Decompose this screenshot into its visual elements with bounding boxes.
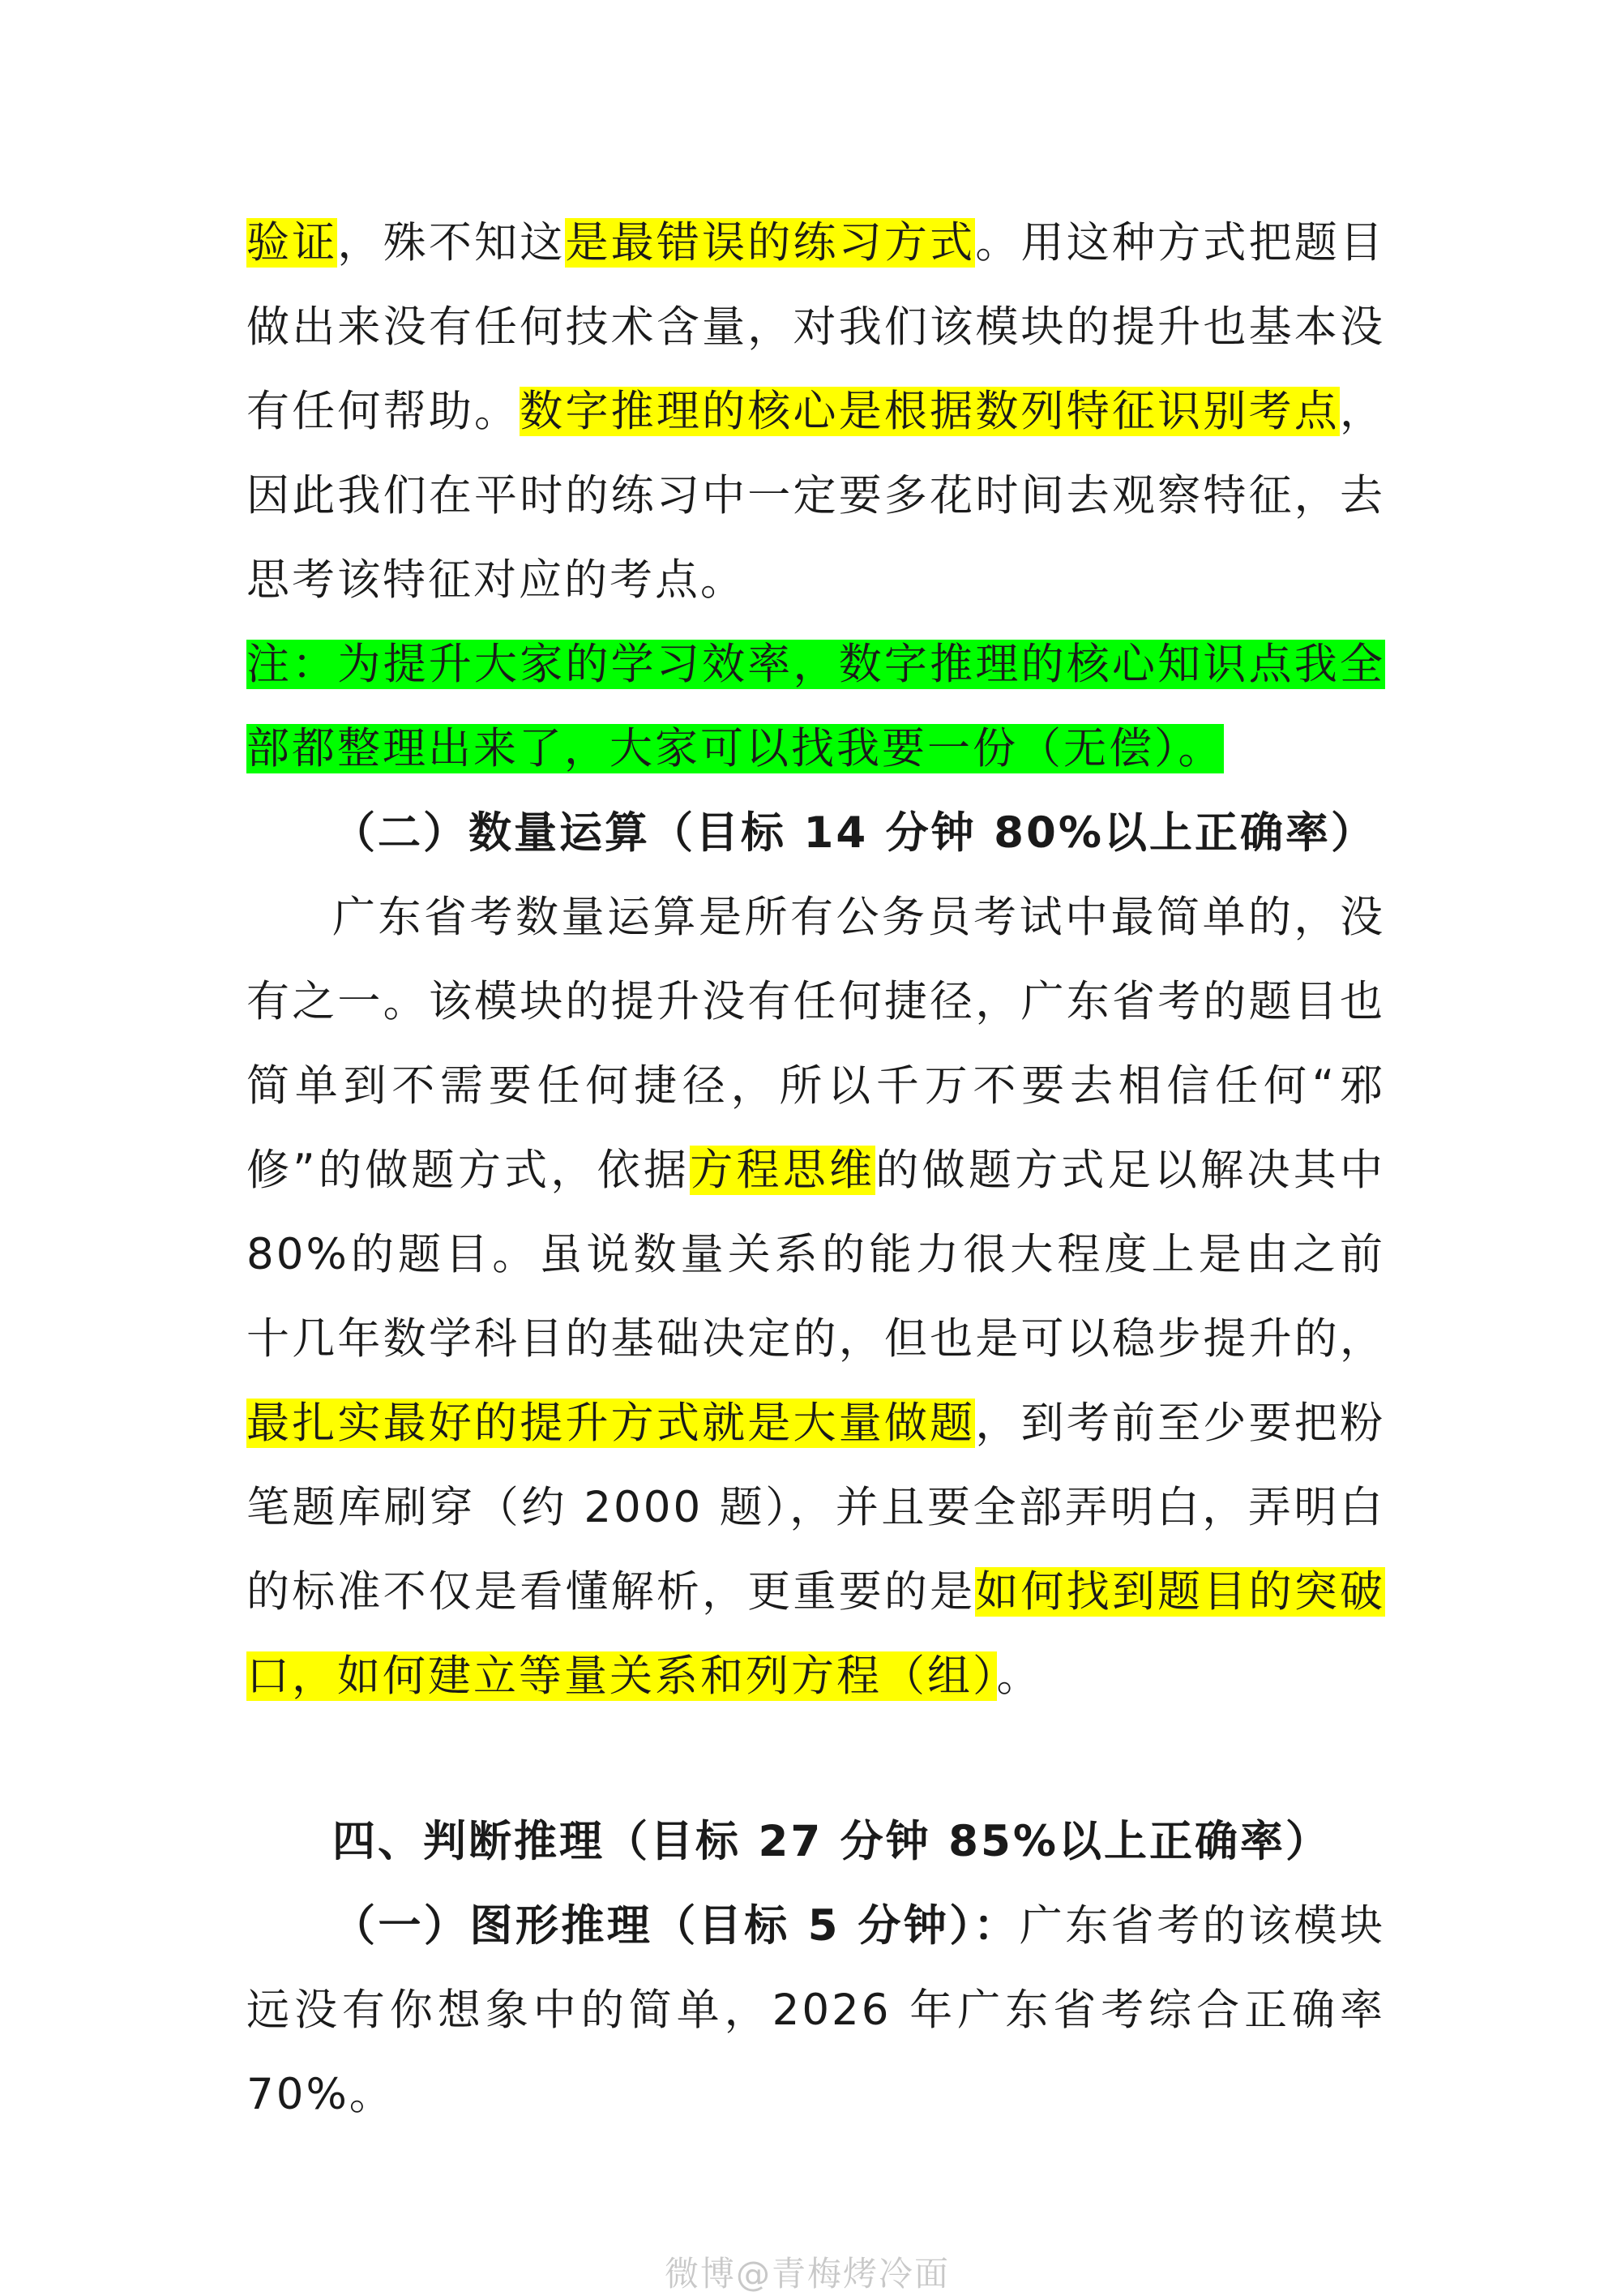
highlight-equation-thinking: 方程思维 xyxy=(690,1146,876,1195)
highlight-number-reasoning-core: 数字推理的核心是根据数列特征识别考点 xyxy=(520,387,1340,436)
section-heading-judgment: 四、判断推理（目标 27 分钟 85%以上正确率） xyxy=(332,1817,1331,1866)
highlight-wrong-method: 是最错误的练习方式 xyxy=(565,218,976,268)
highlight-verify: 验证 xyxy=(246,218,338,268)
paragraph-practice-method: 验证，殊不知这是最错误的练习方式。用这种方式把题目做出来没有任何技术含量，对我们该模块的提升也基本没有任何帮助。数字推理的核心是根据数列特征识别考点，因此我们在平时的练习中一定要多花时间去观察特征，去思考该特征对应的考点。 xyxy=(246,218,1386,605)
paragraph-quantity: 广东省考数量运算是所有公务员考试中最简单的，没有之一。该模块的提升没有任何捷径，广东省考的题目也简单到不需要任何捷径，所以千万不要去相信任何“邪修”的做题方式，依据方程思维的做题方式足以解决其中 80%的题目。虽说数量关系的能力很大程度上是由之前十几年数学科目的基础决定的，但也是可以稳步提升的，最扎实最好的提升方式就是大量做题，到考前至少要把粉笔题库刷穿（约 2000 题），并且要全部弄明白，弄明白的标准不仅是看懂解析，更重要的是如何找到题目的突破口，如何建立等量关系和列方程（组）。 xyxy=(246,893,1386,1701)
document-page xyxy=(246,201,1385,2137)
paragraph-graphic-reasoning: （一）图形推理（目标 5 分钟）：广东省考的该模块远没有你想象中的简单，2026 年广东省考综合正确率 70%。 xyxy=(246,1901,1386,2119)
subheading-graphic-reasoning: （一）图形推理（目标 5 分钟）： xyxy=(332,1901,1020,1951)
section-heading-quantity: （二）数量运算（目标 14 分钟 80%以上正确率） xyxy=(332,808,1376,858)
note-paragraph xyxy=(246,623,1385,791)
highlight-breakthrough: 如何找到题目的突破口，如何建立等量关系和列方程（组） xyxy=(246,1567,1386,1701)
highlight-practice-a-lot: 最扎实最好的提升方式就是大量做题 xyxy=(246,1399,976,1448)
spacer xyxy=(246,1719,1385,1800)
highlight-note: 注：为提升大家的学习效率，数字推理的核心知识点我全部都整理出来了，大家可以找我要一份（无偿）。 xyxy=(246,640,1385,773)
watermark: 微博@青梅烤冷面 xyxy=(665,2254,951,2294)
